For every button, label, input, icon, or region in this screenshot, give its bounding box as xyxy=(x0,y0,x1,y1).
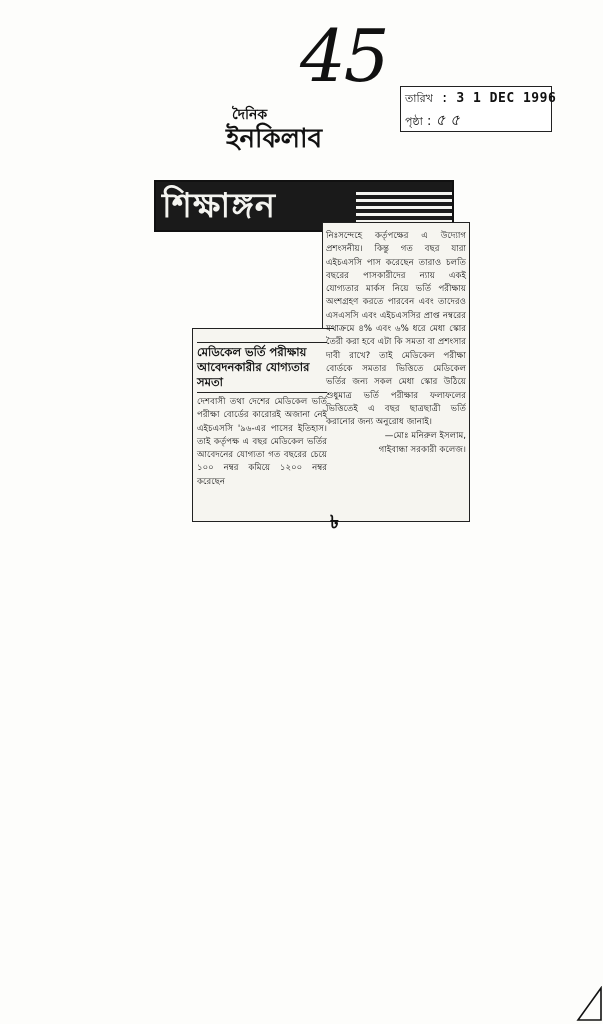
article-right-body: নিঃসন্দেহে কর্তৃপক্ষের এ উদ্যোগ প্রশংসনীয়। কিন্তু গত বছর যারা এইচএসসি পাস করেছেন তারাও চলতি বছরের পাসকারীদের ন্যায় একই যোগ্যতার মার্কস নিয়ে ভর্তি পরীক্ষায় অংশগ্রহণ করতে পারবেন এবং তাদেরও এসএসসি এবং এইচএসসির প্রাপ্ত নম্বরের যথাক্রমে ৪% এবং ৬% ধরে মেধা স্কোর তৈরী করা হবে এটা কি সমতা বা প্রশংসার দাবী রাখে? তাই মেডিকেল পরীক্ষা বোর্ডকে সমতার ভিত্তিতে মেডিকেল ভর্তির জন্য সকল মেধা স্কোর উঠিয়ে শুধুমাত্র ভর্তি পরীক্ষার ফলাফলের ভিত্তিতেই এ বছর ছাত্রছাত্রী ভর্তি করানোর জন্য অনুরোধ জানাই। xyxy=(326,231,466,428)
stamp-page-value: ৫ ৫ xyxy=(435,111,460,129)
masthead-prefix: দৈনিক xyxy=(232,107,268,123)
stamp-date-value: 3 1 DEC 1996 xyxy=(456,91,557,106)
ink-mark: ৳ xyxy=(330,512,339,533)
article-right-column xyxy=(326,230,466,457)
page-corner-fold xyxy=(574,986,602,1022)
banner-stripes xyxy=(356,192,452,222)
stamp-date-label: তারিখ xyxy=(405,92,433,105)
handwritten-page-number: 45 xyxy=(300,14,388,98)
banner-title: শিক্ষাঙ্গন xyxy=(162,186,277,226)
signature-name: —মোঃ মনিরুল ইসলাম, xyxy=(384,431,466,442)
date-stamp xyxy=(400,86,557,132)
article-left-body: দেশবাসী তথা দেশের মেডিকেল ভর্তি পরীক্ষা বোর্ডের কারোরই অজানা নেই এইচএসসি '৯৬-এর পাসের ইতিহাস। তাই কর্তৃপক্ষ এ বছর মেডিকেল ভর্তির আবেদনের যোগ্যতা গত বছরের চেয়ে ১০০ নম্বর কমিয়ে ১২০০ নম্বর করেছেন xyxy=(197,397,327,487)
stamp-page-label: পৃষ্ঠা xyxy=(405,115,423,128)
article-headline: মেডিকেল ভর্তি পরীক্ষায় আবেদনকারীর যোগ্যতার সমতা xyxy=(197,342,327,393)
stamp-date-row: তারিখ : 3 1 DEC 1996 xyxy=(405,91,557,106)
signature-place: গাইবান্ধা সরকারী কলেজ। xyxy=(378,444,466,455)
masthead-title: ইনকিলাব xyxy=(226,124,323,154)
article-signature xyxy=(326,430,466,457)
stamp-page-row: পৃষ্ঠা : ৫ ৫ xyxy=(405,111,460,129)
